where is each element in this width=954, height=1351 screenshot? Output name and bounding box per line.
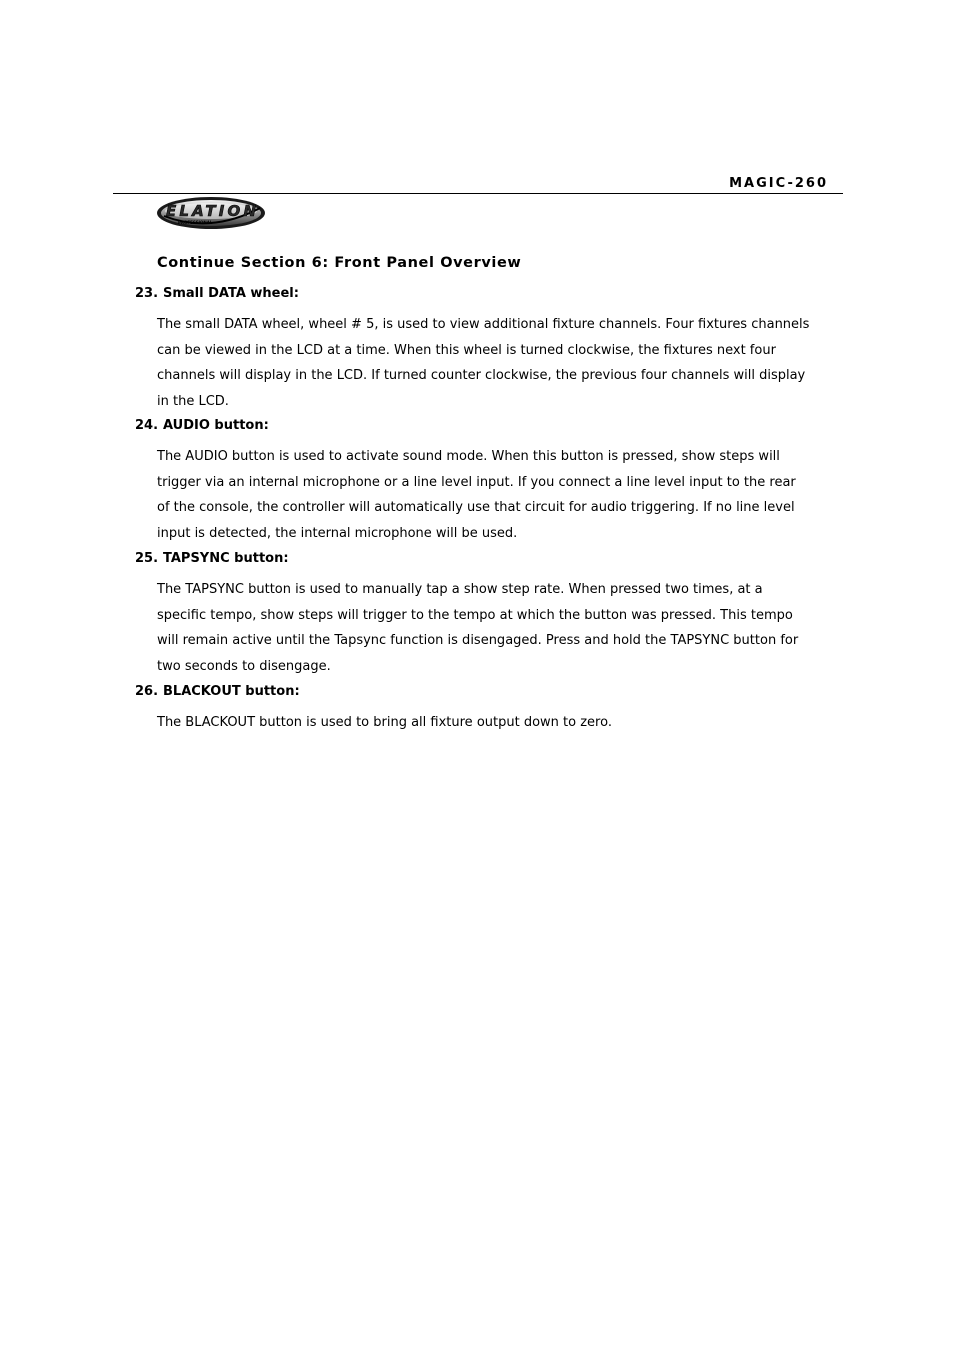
item-body: [157, 444, 825, 546]
body-line: in the LCD.: [157, 393, 229, 409]
item-title-text: BLACKOUT button:: [163, 684, 300, 699]
item-title-text: TAPSYNC button:: [163, 551, 289, 566]
body-line: input is detected, the internal microphone will be used.: [157, 525, 518, 541]
item-number: 26.: [135, 684, 159, 699]
body-line: The TAPSYNC button is used to manually tap a show step rate. When pressed two times, at a: [157, 582, 763, 597]
body-line: The BLACKOUT button is used to bring all fixture output down to zero.: [157, 715, 612, 730]
item-title-text: AUDIO button:: [163, 418, 269, 433]
item-number: 23.: [135, 286, 159, 301]
item-number: 25.: [135, 551, 159, 566]
body-line: The AUDIO button is used to activate sound mode. When this button is pressed, show steps will: [157, 449, 780, 464]
item-body: [157, 710, 825, 736]
header-title: MAGIC-260: [729, 176, 828, 191]
item-body: [157, 312, 825, 414]
item-title: [135, 683, 825, 701]
body-line: will remain active until the Tapsync function is disengaged. Press and hold the TAPSYNC button for: [157, 633, 799, 648]
logo-subtext: PROFESSIONAL: [178, 220, 213, 225]
body-line: can be viewed in the LCD at a time. When this wheel is turned clockwise, the fixtures next four: [157, 342, 776, 358]
item-audio-button: [135, 417, 825, 546]
body-line: specific tempo, show steps will trigger to the tempo at which the button was pressed. This tempo: [157, 607, 793, 623]
item-number: 24.: [135, 418, 159, 433]
logo-text: ELATION: [166, 202, 256, 220]
item-body: [157, 577, 825, 679]
body-line: trigger via an internal microphone or a line level input. If you connect a line level input to the rear: [157, 474, 796, 490]
item-title-text: Small DATA wheel:: [163, 286, 299, 301]
body-line: two seconds to disengage.: [157, 658, 331, 674]
item-small-data-wheel: [135, 285, 825, 414]
item-blackout-button: [135, 683, 825, 736]
item-tapsync-button: [135, 550, 825, 679]
item-title: [135, 417, 825, 435]
item-title: [135, 285, 825, 303]
elation-logo: [156, 194, 268, 232]
body-line: channels will display in the LCD. If turned counter clockwise, the previous four channels will display: [157, 368, 806, 383]
body-line: The small DATA wheel, wheel # 5, is used to view additional fixture channels. Four fixtures channels: [157, 317, 810, 332]
body-line: of the console, the controller will automatically use that circuit for audio triggering. If no line level: [157, 500, 795, 515]
item-title: [135, 550, 825, 568]
section-heading: Continue Section 6: Front Panel Overview: [157, 255, 522, 271]
